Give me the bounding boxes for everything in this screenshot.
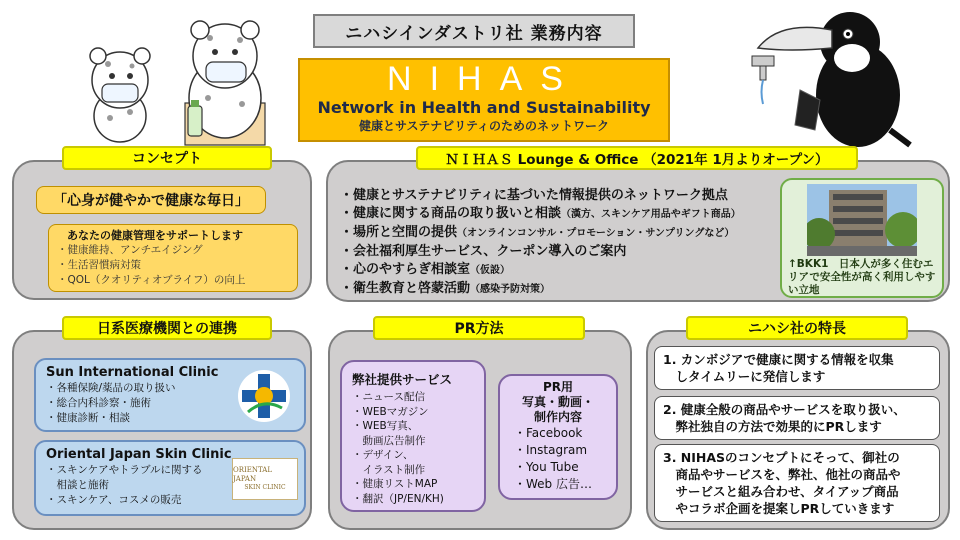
sun-clinic-logo [236, 368, 292, 424]
lounge-heading: ＮＩＨＡＳ Lounge & Office （2021年 1月よりオープン） [416, 146, 858, 170]
list-item: ・健康リストMAP [352, 478, 438, 490]
list-item: イラスト制作 [352, 463, 426, 476]
pr-content-list [508, 425, 608, 493]
page-title: ニハシインダストリ社 業務内容 [313, 14, 635, 48]
pr-services-card [340, 360, 486, 512]
list-item: ・デザイン、 [352, 449, 414, 461]
photo-caption: ↑BKK1 日本人が多く住むエリアで安全性が高く利用しやすい立地 [788, 258, 936, 296]
list-item: ・スキンケアやトラブルに関する [46, 464, 203, 476]
list-item: ・Instagram [514, 443, 588, 457]
list-item: ・Web 広告… [514, 477, 592, 491]
concept-support-title: あなたの健康管理をサポートします [67, 229, 243, 242]
list-item: ・WEB写真、 [352, 420, 419, 432]
list-item: ・健康維持、アンチエイジング [57, 244, 203, 256]
list-item: ・各種保険/薬品の取り扱い [46, 382, 176, 394]
features-heading: ニハシ社の特長 [686, 316, 908, 340]
feature-line: 弊社独自の方法で効果的にPRします [663, 419, 882, 434]
snow-leopard-illustration [80, 8, 280, 148]
list-item: ・衛生教育と啓蒙活動（感染予防対策） [340, 281, 551, 296]
feature-card-1 [654, 346, 940, 390]
list-item: ・総合内科診察・施術 [46, 397, 151, 409]
feature-line: しタイムリーに発信します [663, 369, 826, 384]
feature-card-3 [654, 444, 940, 522]
list-item: ・健康診断・相談 [46, 412, 130, 424]
feature-line: 2. 健康全般の商品やサービスを取り扱い、 [663, 402, 906, 417]
list-item: ・Facebook [514, 426, 583, 440]
list-item: ・会社福利厚生サービス、クーポン導入のご案内 [340, 244, 627, 259]
concept-support-list [57, 243, 289, 288]
feature-line: 1. カンボジアで健康に関する情報を収集 [663, 352, 894, 367]
list-item: ・ニュース配信 [352, 391, 425, 403]
pr-heading: PR方法 [373, 316, 585, 340]
feature-card-2 [654, 396, 940, 440]
list-item: ・WEBマガジン [352, 405, 429, 418]
list-item: 相談と施術 [46, 479, 109, 491]
lounge-photo-card [780, 178, 944, 298]
concept-support-card [48, 224, 298, 292]
feature-line: 3. NIHASのコンセプトにそって、御社の [663, 450, 900, 465]
brand-name: NIHAS [387, 60, 581, 98]
feature-line: サービスと組み合わせ、タイアップ商品 [663, 484, 899, 499]
list-item: ・健康に関する商品の取り扱いと相談（漢方、スキンケア用品やギフト商品） [340, 206, 741, 221]
feature-line: 商品やサービスを、弊社、他社の商品や [663, 467, 901, 482]
pr-content-title: PR用 写真・動画・ 制作内容 [521, 380, 594, 424]
concept-heading: コンセプト [62, 146, 272, 170]
concept-slogan: 「心身が健やかで健康な毎日」 [36, 186, 266, 214]
list-item: ・翻訳（JP/EN/KH) [352, 492, 444, 505]
building-photo [807, 184, 917, 256]
list-item: ・健康とサステナビリティに基づいた情報提供のネットワーク拠点 [340, 188, 728, 203]
list-item: 動画広告制作 [352, 434, 426, 447]
list-item: ・QOL（クオリティオブライフ）の向上 [57, 274, 246, 286]
clinic-card-oriental [34, 440, 306, 516]
clinic-card-sun [34, 358, 306, 432]
list-item: ・場所と空間の提供（オンラインコンサル・プロモーション・サンプリングなど） [340, 225, 735, 240]
brand-subtitle-ja: 健康とサステナビリティのためのネットワーク [358, 119, 610, 133]
clinic-name: Oriental Japan Skin Clinic [46, 447, 232, 462]
list-item: ・生活習慣病対策 [57, 259, 141, 271]
lounge-list [340, 187, 780, 299]
clinic-name: Sun International Clinic [46, 365, 219, 380]
medical-heading: 日系医療機関との連携 [62, 316, 272, 340]
nihas-brand-box [298, 58, 670, 142]
toucan-illustration [740, 0, 915, 150]
pr-services-list [352, 390, 474, 506]
list-item: ・You Tube [514, 460, 579, 474]
feature-line: やコラボ企画を提案しPRしていきます [663, 501, 895, 516]
brand-subtitle-en: Network in Health and Sustainability [317, 98, 651, 117]
pr-services-title: 弊社提供サービス [352, 372, 453, 387]
list-item: ・心のやすらぎ相談室（仮設） [340, 262, 511, 277]
oriental-clinic-logo: ORIENTAL JAPAN SKIN CLINIC [232, 458, 298, 500]
list-item: ・スキンケア、コスメの販売 [46, 494, 182, 506]
pr-content-card [498, 374, 618, 500]
